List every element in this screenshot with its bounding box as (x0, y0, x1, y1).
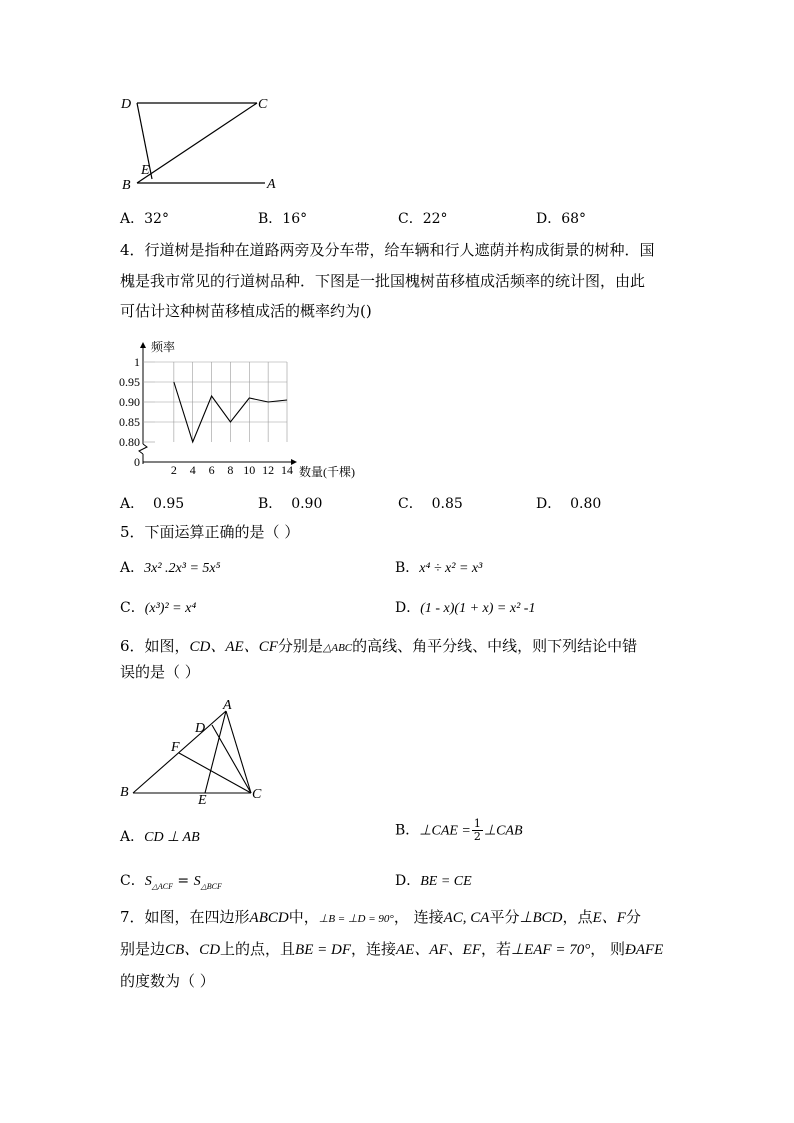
label-E: E (141, 163, 150, 178)
q6-line-1: 6．如图，CD、AE、CF分别是△ABC的高线、角平分线、中线，则下列结论中错 (120, 637, 638, 655)
q3-option-c: C．22° (398, 211, 448, 227)
y-tick-label: 0.95 (119, 375, 140, 389)
q3-option-a: A．32° (120, 211, 169, 227)
q3-figure (115, 92, 285, 196)
q4-line-3: 可估计这种树苗移植成活的概率约为() (120, 302, 372, 320)
label-C: C (258, 97, 268, 112)
y-tick-label: 1 (134, 355, 140, 369)
q3-option-d: D．68° (536, 211, 587, 227)
q5-option-c: C．(x³)² = x⁴ (120, 600, 197, 616)
q7-line-2: 别是边CB、CD上的点，且BE = DF，连接AE、AF、EF，若⊥EAF = 70°， 则ÐAFE (120, 940, 664, 958)
q5-option-b: B．x⁴ ÷ x² = x³ (395, 560, 483, 576)
q6-label-C: C (252, 787, 262, 802)
q6-label-F: F (171, 740, 180, 755)
q4-option-a: A． 0.95 (120, 496, 185, 512)
x-tick-label: 6 (208, 463, 215, 477)
q6-label-A: A (223, 698, 232, 713)
q6-option-b: B．⊥CAE = $\frac{1}{2}$ ⊥CAB (395, 817, 523, 843)
label-D: D (121, 97, 132, 112)
q6-option-c: C．$S_{\triangle ACF} = S_{\triangle BCF}$ (120, 873, 222, 891)
q5-option-d: D．(1 - x)(1 + x) = x² -1 (395, 600, 536, 616)
x-tick-label: 10 (243, 463, 256, 477)
y-tick-label: 0.80 (119, 435, 140, 449)
x-tick-label: 12 (262, 463, 275, 477)
q4-line-2: 槐是我市常见的行道树品种．下图是一批国槐树苗移植成活频率的统计图，由此 (120, 272, 646, 290)
frequency-line-chart (115, 338, 375, 483)
q7-line-1: 7．如图，在四边形ABCD中，⊥B = ⊥D = 90°， 连接AC, CA平分⊥BCD，点E、F分 (120, 908, 641, 926)
x-tick-label: 8 (227, 463, 234, 477)
y-axis-label: 频率 (151, 340, 176, 354)
fraction-half: $\frac{1}{2}$ (473, 817, 481, 843)
x-tick-label: 4 (189, 463, 196, 477)
y-tick-label: 0.90 (119, 395, 140, 409)
q4-option-d: D． 0.80 (536, 496, 602, 512)
q6-option-d: D．BE = CE (395, 873, 472, 889)
q4-option-c: C． 0.85 (398, 496, 463, 512)
y-axis-arrow (140, 342, 146, 348)
label-B: B (122, 178, 131, 193)
q3-option-b: B．16° (258, 211, 308, 227)
q4-option-b: B． 0.90 (258, 496, 323, 512)
x-axis-label: 数量(千棵) (299, 465, 355, 479)
q6-label-D: D (195, 721, 206, 736)
q4-line-1: 4．行道树是指种在道路两旁及分车带，给车辆和行人遮荫并构成街景的树种．国 (120, 241, 655, 259)
label-A: A (267, 177, 276, 192)
q5-stem: 5．下面运算正确的是（ ） (120, 523, 300, 541)
q7-line-3: 的度数为（ ） (120, 972, 215, 990)
q6-figure (115, 698, 275, 808)
q5-option-a: A．3x² .2x³ = 5x⁵ (120, 560, 221, 576)
x-tick-label: 14 (281, 463, 293, 477)
q6-label-E: E (198, 793, 207, 808)
q6-option-a: A．CD ⊥ AB (120, 829, 200, 845)
x-tick-label: 2 (170, 463, 177, 477)
q6-line-2: 误的是（ ） (120, 663, 200, 681)
y-tick-label: 0 (134, 455, 140, 469)
q6-label-B: B (120, 785, 129, 800)
y-tick-label: 0.85 (119, 415, 140, 429)
axis-break (139, 444, 147, 454)
